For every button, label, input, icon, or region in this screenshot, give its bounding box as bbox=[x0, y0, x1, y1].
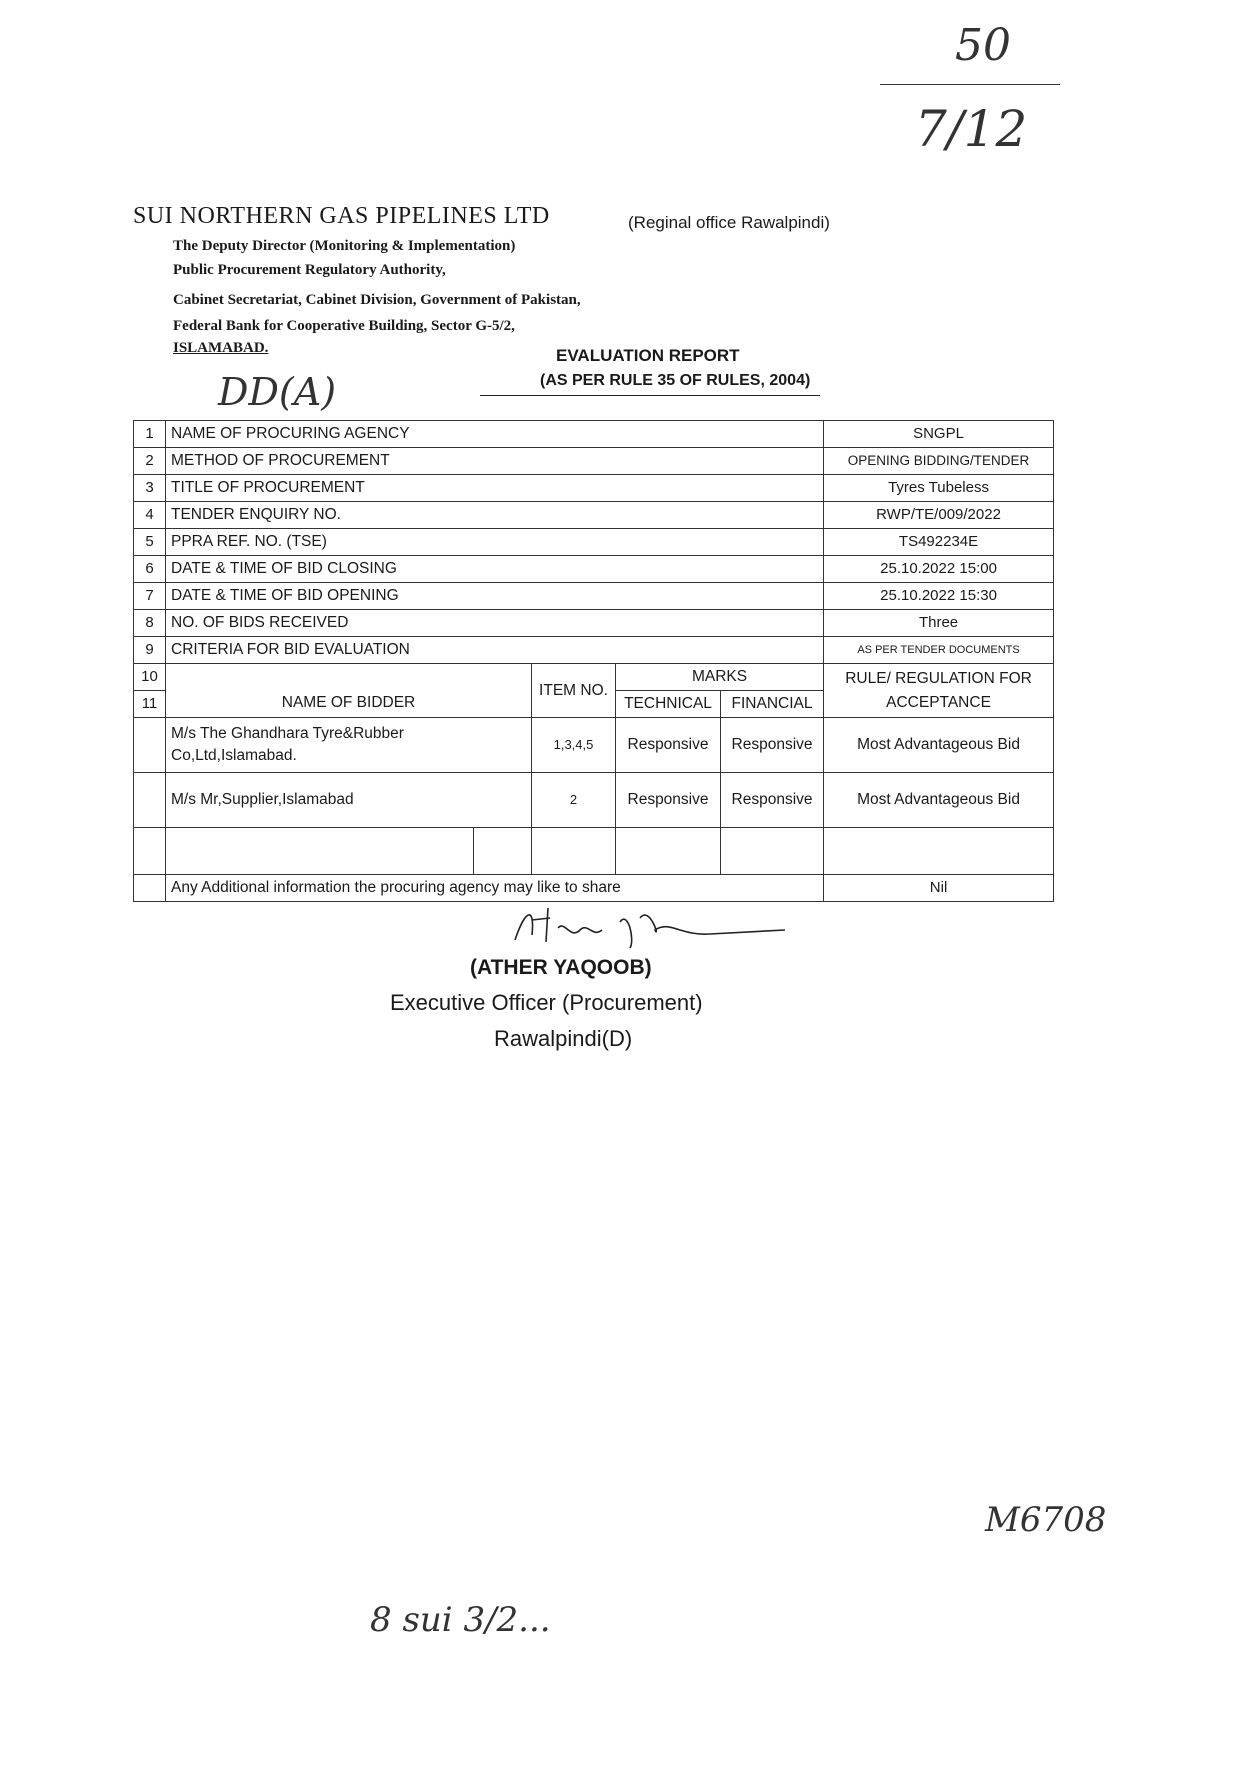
row-label: CRITERIA FOR BID EVALUATION bbox=[166, 637, 824, 664]
technical-column-header: TECHNICAL bbox=[616, 691, 721, 718]
row-label: PPRA REF. NO. (TSE) bbox=[166, 529, 824, 556]
row-number: 7 bbox=[134, 583, 166, 610]
address-city: ISLAMABAD. bbox=[173, 340, 269, 356]
signature-scribble bbox=[510, 900, 790, 950]
evaluation-table bbox=[133, 420, 1054, 902]
item-column-header: ITEM NO. bbox=[532, 664, 616, 718]
report-underline bbox=[480, 395, 820, 396]
row-number: 8 bbox=[134, 610, 166, 637]
handwritten-divider bbox=[880, 84, 1060, 85]
bidder-rule: Most Advantageous Bid bbox=[824, 718, 1054, 773]
regional-office: (Reginal office Rawalpindi) bbox=[628, 213, 830, 232]
row-label: METHOD OF PROCUREMENT bbox=[166, 448, 824, 475]
additional-info-row bbox=[134, 875, 1054, 902]
bidder-item: 1,3,4,5 bbox=[532, 718, 616, 773]
row-value: AS PER TENDER DOCUMENTS bbox=[824, 637, 1054, 664]
row-number: 9 bbox=[134, 637, 166, 664]
blank-cell bbox=[532, 828, 616, 875]
table-row bbox=[134, 583, 1054, 610]
company-name: SUI NORTHERN GAS PIPELINES LTD bbox=[133, 203, 550, 229]
bidder-row bbox=[134, 773, 1054, 828]
row-number-blank bbox=[134, 718, 166, 773]
blank-row bbox=[134, 828, 1054, 875]
blank-cell bbox=[616, 828, 721, 875]
bidder-header-row bbox=[134, 664, 1054, 691]
additional-info-label: Any Additional information the procuring agency may like to share bbox=[166, 875, 824, 902]
handwritten-bottom-note: 8 sui 3/2... bbox=[370, 1600, 551, 1640]
bidder-column-header: NAME OF BIDDER bbox=[166, 664, 532, 718]
blank-cell bbox=[134, 828, 166, 875]
blank-cell bbox=[166, 828, 474, 875]
table-row bbox=[134, 529, 1054, 556]
row-number-blank bbox=[134, 773, 166, 828]
rule-column-header: RULE/ REGULATION FOR ACCEPTANCE bbox=[824, 664, 1054, 718]
address-line: Cabinet Secretariat, Cabinet Division, Government of Pakistan, bbox=[173, 292, 581, 308]
row-value: RWP/TE/009/2022 bbox=[824, 502, 1054, 529]
handwritten-date: 7/12 bbox=[915, 100, 1028, 158]
row-value: Tyres Tubeless bbox=[824, 475, 1054, 502]
row-number: 11 bbox=[134, 691, 166, 718]
row-label: NO. OF BIDS RECEIVED bbox=[166, 610, 824, 637]
additional-info-value: Nil bbox=[824, 875, 1054, 902]
blank-cell bbox=[824, 828, 1054, 875]
row-value: TS492234E bbox=[824, 529, 1054, 556]
handwritten-reference: M6708 bbox=[985, 1500, 1107, 1540]
row-number: 1 bbox=[134, 421, 166, 448]
handwritten-number: 50 bbox=[955, 20, 1011, 71]
signatory-title: Executive Officer (Procurement) bbox=[390, 990, 703, 1015]
financial-column-header: FINANCIAL bbox=[721, 691, 824, 718]
signatory-name: (ATHER YAQOOB) bbox=[470, 956, 652, 979]
table-row bbox=[134, 421, 1054, 448]
row-value: Three bbox=[824, 610, 1054, 637]
report-title: EVALUATION REPORT bbox=[556, 346, 740, 365]
row-value: 25.10.2022 15:00 bbox=[824, 556, 1054, 583]
address-line: The Deputy Director (Monitoring & Implementation) bbox=[173, 238, 516, 254]
bidder-item: 2 bbox=[532, 773, 616, 828]
bidder-technical: Responsive bbox=[616, 718, 721, 773]
address-line: Federal Bank for Cooperative Building, Sector G-5/2, bbox=[173, 318, 515, 334]
row-label: DATE & TIME OF BID CLOSING bbox=[166, 556, 824, 583]
blank-cell bbox=[134, 875, 166, 902]
bidder-rule: Most Advantageous Bid bbox=[824, 773, 1054, 828]
row-value: SNGPL bbox=[824, 421, 1054, 448]
row-number: 6 bbox=[134, 556, 166, 583]
bidder-row bbox=[134, 718, 1054, 773]
bidder-name: M/s The Ghandhara Tyre&Rubber Co,Ltd,Islamabad. bbox=[166, 718, 532, 773]
bidder-financial: Responsive bbox=[721, 773, 824, 828]
row-number: 4 bbox=[134, 502, 166, 529]
row-number: 2 bbox=[134, 448, 166, 475]
table-row bbox=[134, 448, 1054, 475]
bidder-financial: Responsive bbox=[721, 718, 824, 773]
table-row bbox=[134, 475, 1054, 502]
row-label: NAME OF PROCURING AGENCY bbox=[166, 421, 824, 448]
row-label: TENDER ENQUIRY NO. bbox=[166, 502, 824, 529]
marks-column-header: MARKS bbox=[616, 664, 824, 691]
table-row bbox=[134, 556, 1054, 583]
row-value: OPENING BIDDING/TENDER bbox=[824, 448, 1054, 475]
table-row bbox=[134, 637, 1054, 664]
row-number: 5 bbox=[134, 529, 166, 556]
table-row bbox=[134, 610, 1054, 637]
row-label: DATE & TIME OF BID OPENING bbox=[166, 583, 824, 610]
row-label: TITLE OF PROCUREMENT bbox=[166, 475, 824, 502]
report-subtitle: (AS PER RULE 35 OF RULES, 2004) bbox=[540, 372, 811, 389]
address-line: Public Procurement Regulatory Authority, bbox=[173, 262, 446, 278]
row-value: 25.10.2022 15:30 bbox=[824, 583, 1054, 610]
handwritten-margin-note: DD(A) bbox=[218, 370, 337, 414]
bidder-name: M/s Mr,Supplier,Islamabad bbox=[166, 773, 532, 828]
blank-cell bbox=[721, 828, 824, 875]
table-row bbox=[134, 502, 1054, 529]
signatory-place: Rawalpindi(D) bbox=[494, 1026, 633, 1051]
row-number: 3 bbox=[134, 475, 166, 502]
row-number: 10 bbox=[134, 664, 166, 691]
bidder-technical: Responsive bbox=[616, 773, 721, 828]
blank-cell bbox=[474, 828, 532, 875]
